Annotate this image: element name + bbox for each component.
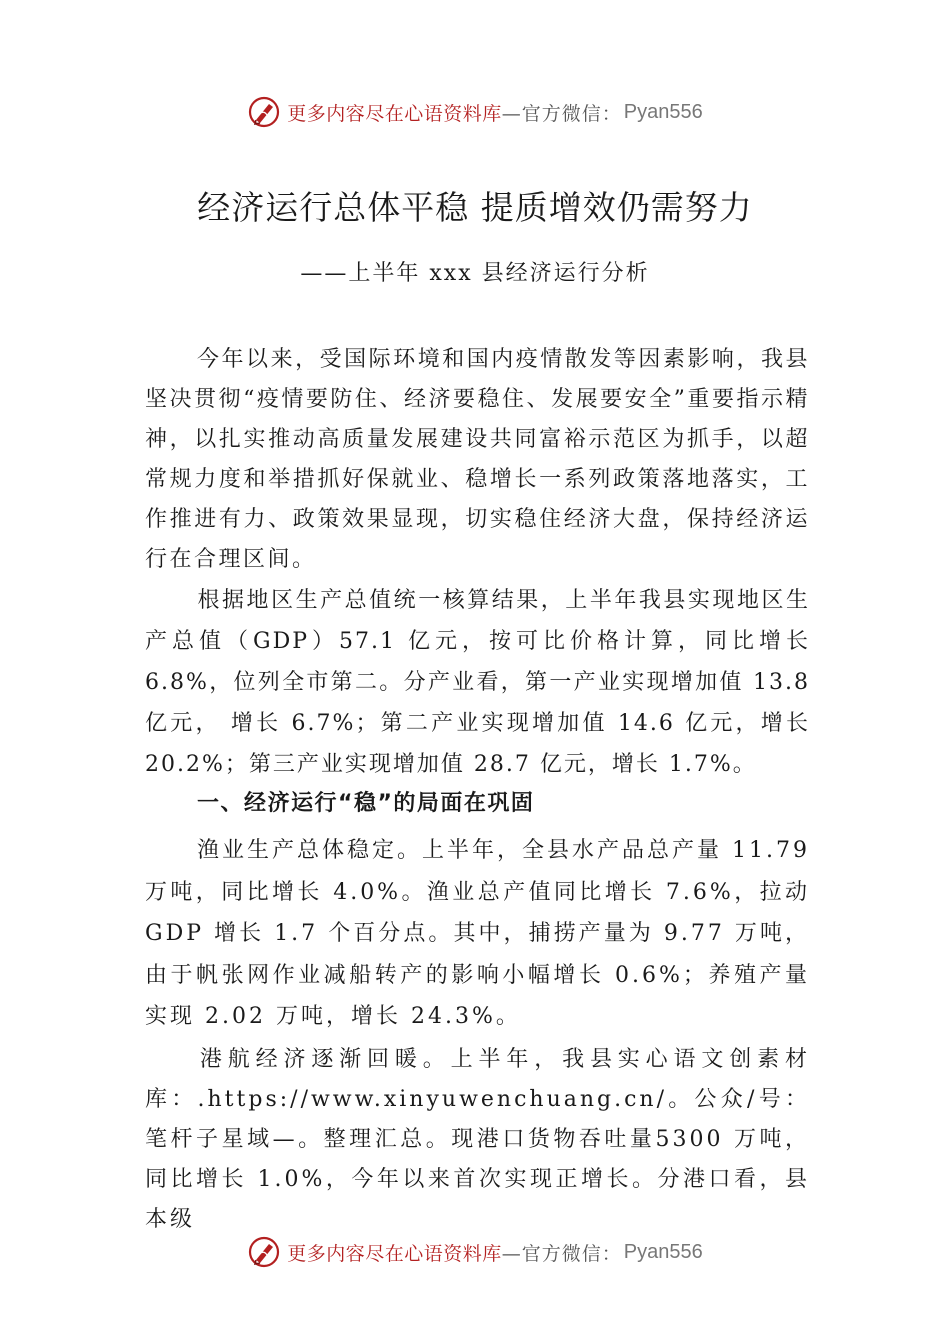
watermark-banner-top bbox=[0, 92, 950, 132]
pen-logo-icon bbox=[247, 95, 281, 129]
section-heading: 一、经济运行“稳”的局面在巩固 bbox=[197, 791, 535, 816]
document-subtitle: ——上半年 xxx 县经济运行分析 bbox=[300, 261, 650, 286]
body-paragraph: 今年以来，受国际环境和国内疫情散发等因素影响，我县坚决贯彻“疫情要防住、经济要稳住、发展要安全”重要指示精神，以扎实推动高质量发展建设共同富裕示范区为抓手，以超常规力度和举措抓好保就业、稳增长一系列政策落地落实，工作推进有力、政策效果显现，切实稳住经济大盘，保持经济运行在合理区间。 bbox=[145, 347, 810, 572]
watermark-separator: —官方微信： bbox=[501, 1242, 622, 1265]
pen-logo-icon bbox=[247, 1235, 281, 1269]
body-paragraph: 渔业生产总体稳定。上半年，全县水产品总产量 11.79 万吨，同比增长 4.0%。渔业总产值同比增长 7.6%，拉动 GDP 增长 1.7 个百分点。其中，捕捞产量为 9.77 万吨，由于帆张网作业减船转产的影响小幅增长 0.6%；养殖产量实现 2.02 万吨，增长 24.3%。 bbox=[145, 838, 810, 1029]
watermark-brand: 更多内容尽在心语资料库 bbox=[287, 1242, 502, 1265]
document-title: 经济运行总体平稳 提质增效仍需努力 bbox=[197, 188, 753, 227]
watermark-wechat-id: Pyan556 bbox=[623, 100, 703, 123]
watermark-banner-bottom bbox=[0, 1232, 950, 1272]
watermark-brand: 更多内容尽在心语资料库 bbox=[287, 102, 502, 125]
watermark-wechat-id: Pyan556 bbox=[623, 1240, 703, 1263]
body-paragraph: 港航经济逐渐回暖。上半年，我县实心语文创素材库：.https://www.xinyuwenchuang.cn/。公众/号：笔杆子星域—。整理汇总。现港口货物吞吐量5300 万吨，同比增长 1.0%，今年以来首次实现正增长。分港口看，县本级 bbox=[145, 1047, 810, 1232]
body-paragraph: 根据地区生产总值统一核算结果，上半年我县实现地区生产总值（GDP）57.1 亿元，按可比价格计算，同比增长 6.8%，位列全市第二。分产业看，第一产业实现增加值 13.8 亿元， 增长 6.7%；第二产业实现增加值 14.6 亿元，增长 20.2%；第三产业实现增加值 28.7 亿元，增长 1.7%。 bbox=[145, 588, 810, 777]
watermark-separator: —官方微信： bbox=[501, 102, 622, 125]
